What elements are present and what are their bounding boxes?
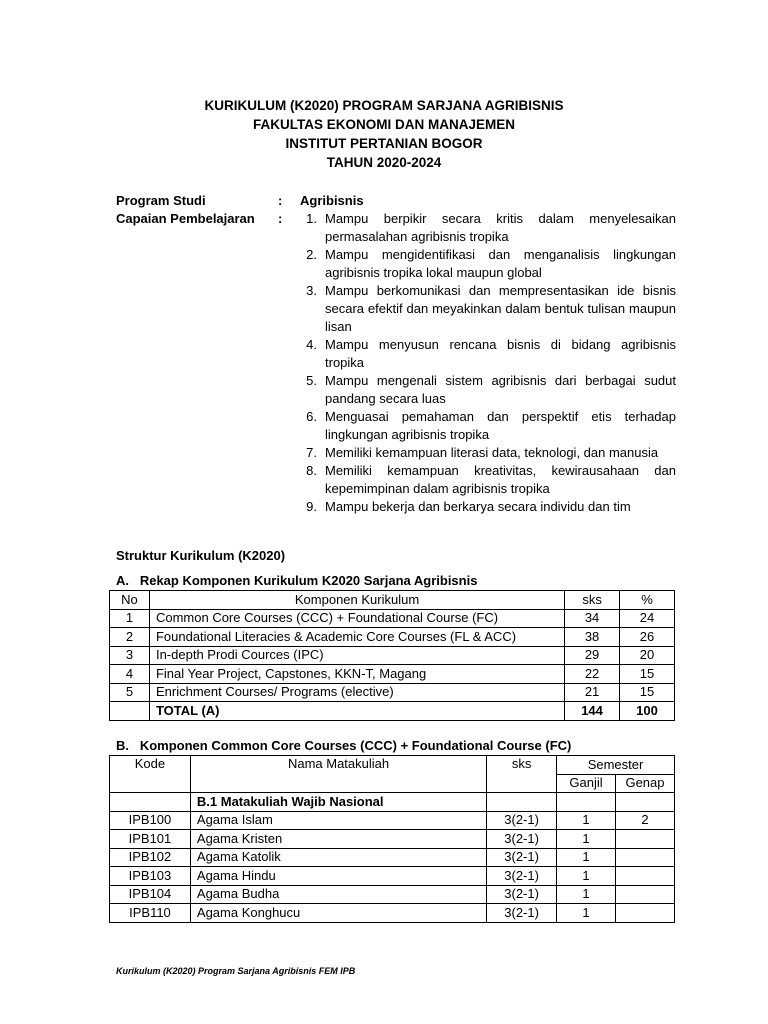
capaian-colon: :	[278, 211, 283, 226]
header-sks: sks	[565, 591, 620, 610]
cell-genap	[616, 885, 675, 904]
table-row	[110, 830, 675, 849]
capaian-item	[300, 372, 676, 408]
header-nama: Nama Matakuliah	[190, 756, 486, 793]
capaian-item-text: Mampu menyusun rencana bisnis di bidang agribisnis tropika	[325, 337, 676, 370]
capaian-item-text: Menguasai pemahaman dan perspektif etis terhadap lingkungan agribisnis tropika	[325, 409, 676, 442]
header-kode: Kode	[110, 756, 191, 793]
cell-sks: 22	[565, 665, 620, 684]
table-row	[110, 628, 675, 647]
table-row	[110, 609, 675, 628]
cell-kode: IPB101	[110, 830, 191, 849]
capaian-item-number: 3.	[306, 283, 317, 298]
header-ganjil: Ganjil	[557, 774, 616, 793]
program-studi-colon: :	[278, 193, 283, 208]
cell-komponen: Foundational Literacies & Academic Core Courses (FL & ACC)	[149, 628, 564, 647]
total-pct: 100	[620, 702, 675, 721]
cell-sks: 34	[565, 609, 620, 628]
table-b-subheading: B.1 Matakuliah Wajib Nasional	[190, 793, 486, 812]
program-studi-row	[116, 192, 676, 210]
document-title	[0, 96, 768, 172]
capaian-item	[300, 210, 676, 246]
header-semester: Semester	[557, 756, 675, 775]
cell-ganjil: 1	[557, 811, 616, 830]
struktur-title: Struktur Kurikulum (K2020)	[116, 548, 286, 563]
cell-nama: Agama Kristen	[190, 830, 486, 849]
cell-genap	[616, 830, 675, 849]
capaian-item-number: 7.	[306, 445, 317, 460]
cell-kode: IPB110	[110, 904, 191, 923]
cell-no: 3	[110, 646, 150, 665]
table-b-subheading-row	[110, 793, 675, 812]
cell-kode: IPB104	[110, 885, 191, 904]
cell-nama: Agama Hindu	[190, 867, 486, 886]
header-komponen: Komponen Kurikulum	[149, 591, 564, 610]
cell-sks: 3(2-1)	[487, 848, 557, 867]
cell-komponen: Common Core Courses (CCC) + Foundational Course (FC)	[149, 609, 564, 628]
total-sks: 144	[565, 702, 620, 721]
capaian-list	[300, 210, 676, 516]
cell-ganjil: 1	[557, 904, 616, 923]
table-row	[110, 665, 675, 684]
capaian-item-text: Mampu berpikir secara kritis dalam menyelesaikan permasalahan agribisnis tropika	[325, 211, 676, 244]
header-sks: sks	[487, 756, 557, 793]
cell-genap	[616, 904, 675, 923]
table-a-header	[110, 591, 675, 610]
cell-nama: Agama Budha	[190, 885, 486, 904]
cell-sks: 3(2-1)	[487, 811, 557, 830]
program-studi-value: Agribisnis	[300, 193, 364, 208]
program-studi-label: Program Studi	[116, 193, 206, 208]
table-b-title: B. Komponen Common Core Courses (CCC) + Foundational Course (FC)	[116, 738, 572, 753]
capaian-item-number: 2.	[306, 247, 317, 262]
cell-sks: 3(2-1)	[487, 867, 557, 886]
cell-pct: 24	[620, 609, 675, 628]
cell-sks: 3(2-1)	[487, 885, 557, 904]
capaian-row	[116, 210, 676, 516]
table-b	[109, 755, 675, 923]
cell-sks: 29	[565, 646, 620, 665]
capaian-item	[300, 498, 676, 516]
table-b-body	[110, 793, 675, 923]
capaian-item-text: Mampu mengenali sistem agribisnis dari berbagai sudut pandang secara luas	[325, 373, 676, 406]
page-footer: Kurikulum (K2020) Program Sarjana Agribisnis FEM IPB	[116, 966, 356, 976]
cell-sks: 21	[565, 683, 620, 702]
capaian-item	[300, 336, 676, 372]
capaian-item	[300, 246, 676, 282]
cell-no: 4	[110, 665, 150, 684]
cell-nama: Agama Islam	[190, 811, 486, 830]
capaian-item	[300, 282, 676, 336]
total-label: TOTAL (A)	[149, 702, 564, 721]
capaian-item	[300, 462, 676, 498]
capaian-item	[300, 444, 676, 462]
cell-pct: 15	[620, 665, 675, 684]
table-row	[110, 885, 675, 904]
header-no: No	[110, 591, 150, 610]
table-a-title: A. Rekap Komponen Kurikulum K2020 Sarjana Agribisnis	[116, 573, 478, 588]
table-a-body	[110, 609, 675, 702]
cell-ganjil: 1	[557, 885, 616, 904]
cell-sks: 3(2-1)	[487, 904, 557, 923]
table-row	[110, 848, 675, 867]
title-line-1: KURIKULUM (K2020) PROGRAM SARJANA AGRIBISNIS	[204, 98, 564, 113]
cell-kode: IPB100	[110, 811, 191, 830]
cell-pct: 26	[620, 628, 675, 647]
cell-genap: 2	[616, 811, 675, 830]
cell-no: 2	[110, 628, 150, 647]
capaian-item-text: Mampu mengidentifikasi dan menganalisis lingkungan agribisnis tropika lokal maupun global	[325, 247, 676, 280]
cell-komponen: Final Year Project, Capstones, KKN-T, Magang	[149, 665, 564, 684]
capaian-label: Capaian Pembelajaran	[116, 211, 255, 226]
cell-sks: 3(2-1)	[487, 830, 557, 849]
cell-kode: IPB103	[110, 867, 191, 886]
capaian-item-text: Memiliki kemampuan literasi data, teknologi, dan manusia	[325, 445, 659, 460]
cell-nama: Agama Konghucu	[190, 904, 486, 923]
cell-pct: 20	[620, 646, 675, 665]
title-line-2: FAKULTAS EKONOMI DAN MANAJEMEN	[253, 117, 515, 132]
table-row	[110, 867, 675, 886]
table-row	[110, 811, 675, 830]
cell-komponen: In-depth Prodi Cources (IPC)	[149, 646, 564, 665]
capaian-item-text: Memiliki kemampuan kreativitas, kewirausahaan dan kepemimpinan dalam agribisnis tropika	[325, 463, 676, 496]
cell-no: 1	[110, 609, 150, 628]
capaian-item-number: 9.	[306, 499, 317, 514]
table-row	[110, 683, 675, 702]
title-line-4: TAHUN 2020-2024	[326, 155, 442, 170]
capaian-item-number: 1.	[306, 211, 317, 226]
cell-pct: 15	[620, 683, 675, 702]
capaian-item-number: 8.	[306, 463, 317, 478]
cell-genap	[616, 867, 675, 886]
table-a	[109, 590, 675, 721]
header-pct: %	[620, 591, 675, 610]
table-b-header-row-1	[110, 756, 675, 775]
cell-kode: IPB102	[110, 848, 191, 867]
capaian-item-number: 6.	[306, 409, 317, 424]
capaian-item	[300, 408, 676, 444]
table-row	[110, 646, 675, 665]
cell-genap	[616, 848, 675, 867]
cell-ganjil: 1	[557, 848, 616, 867]
table-row	[110, 904, 675, 923]
capaian-item-text: Mampu bekerja dan berkarya secara individu dan tim	[325, 499, 631, 514]
table-a-total-row	[110, 702, 675, 721]
capaian-item-number: 4.	[306, 337, 317, 352]
cell-komponen: Enrichment Courses/ Programs (elective)	[149, 683, 564, 702]
cell-nama: Agama Katolik	[190, 848, 486, 867]
header-genap: Genap	[616, 774, 675, 793]
program-info	[116, 192, 676, 516]
cell-sks: 38	[565, 628, 620, 647]
cell-no: 5	[110, 683, 150, 702]
title-line-3: INSTITUT PERTANIAN BOGOR	[285, 136, 483, 151]
capaian-item-number: 5.	[306, 373, 317, 388]
cell-ganjil: 1	[557, 867, 616, 886]
cell-ganjil: 1	[557, 830, 616, 849]
capaian-item-text: Mampu berkomunikasi dan mempresentasikan ide bisnis secara efektif dan meyakinkan dalam bentuk tulisan maupun lisan	[325, 283, 676, 334]
